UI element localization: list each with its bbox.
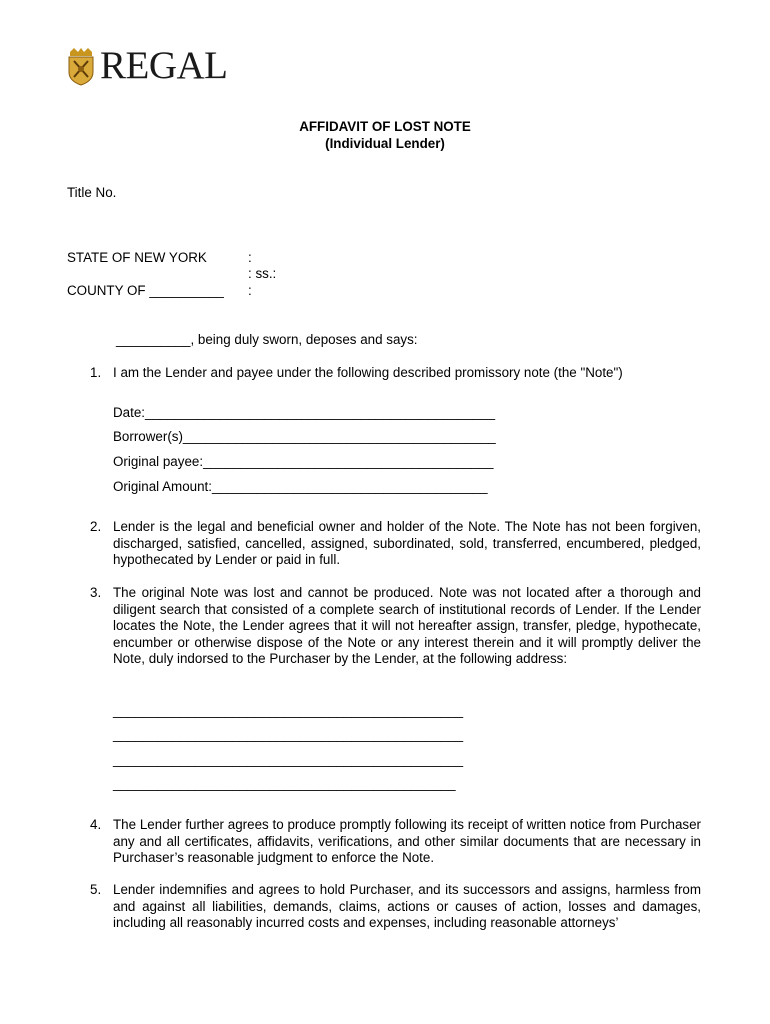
item-text: The Lender further agrees to produce promptly following its receipt of written notice from Purchaser any and all certificates, affidavits, verifications, and other similar documents that are necessary in Purchaser’s reasonable judgment to enforce the Note. xyxy=(113,817,701,865)
item-number: 1. xyxy=(90,365,102,380)
venue-colon-1: : xyxy=(248,250,252,265)
company-logo xyxy=(66,46,228,86)
title-number-label: Title No. xyxy=(67,185,117,200)
item-number: 2. xyxy=(90,519,102,534)
logo-text: REGAL xyxy=(100,44,228,87)
item-text: I am the Lender and payee under the following described promissory note (the "Note") xyxy=(113,365,623,380)
document-title: AFFIDAVIT OF LOST NOTE xyxy=(299,119,471,134)
venue-county: COUNTY OF __________ xyxy=(67,283,224,298)
venue-ss: : ss.: xyxy=(248,266,277,281)
venue-state: STATE OF NEW YORK xyxy=(67,250,207,265)
item-text: The original Note was lost and cannot be produced. Note was not located after a thorough and diligent search that consisted of a complete search of institutional records of Lender. If the Lender locates the Note, the Lender agrees that it will not hereafter assign, transfer, pledge, hypothecate, encumber or otherwise dispose of the Note or any interest therein and it will promptly deliver the Note, duly indorsed to the Purchaser by the Lender, at the following address: xyxy=(113,585,701,666)
deponent-intro: __________, being duly sworn, deposes and says: xyxy=(116,332,418,347)
item-text: Lender is the legal and beneficial owner and holder of the Note. The Note has not been forgiven, discharged, satisfied, cancelled, assigned, subordinated, sold, transferred, encumbered, pledged, hypothecated by Lender or paid in full. xyxy=(113,519,701,567)
address-line: _______________________________________________ xyxy=(113,703,464,718)
item-number: 5. xyxy=(90,882,102,897)
note-borrowers-field: Borrower(s)__________________________________________ xyxy=(113,429,496,444)
item-number: 3. xyxy=(90,585,102,600)
address-line: _______________________________________________ xyxy=(113,727,464,742)
note-date-field: Date:_______________________________________________ xyxy=(113,405,496,420)
document-subtitle: (Individual Lender) xyxy=(325,136,445,151)
venue-colon-2: : xyxy=(248,283,252,298)
address-line: _______________________________________________ xyxy=(113,752,464,767)
item-number: 4. xyxy=(90,817,102,832)
crest-icon xyxy=(66,46,96,86)
address-line: ______________________________________________ xyxy=(113,776,456,791)
item-text: Lender indemnifies and agrees to hold Purchaser, and its successors and assigns, harmless from and against all liabilities, demands, claims, actions or causes of action, losses and damages, including all reasonably incurred costs and expenses, including reasonable attorneys’ xyxy=(113,882,701,930)
note-original-amount-field: Original Amount:_____________________________________ xyxy=(113,479,488,494)
note-original-payee-field: Original payee:_______________________________________ xyxy=(113,454,494,469)
